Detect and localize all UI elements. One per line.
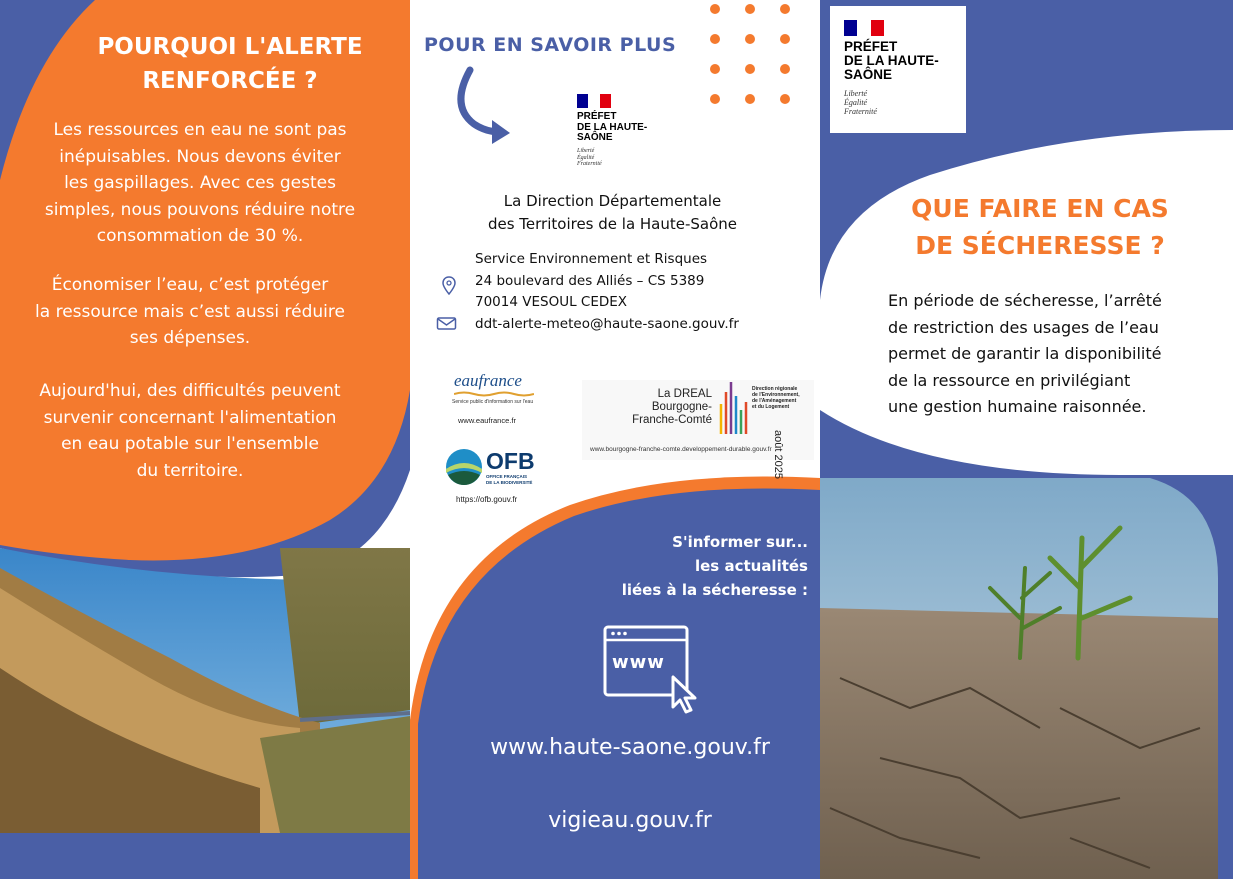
right-p-line: une gestion humaine raisonnée. [888,397,1147,416]
dot [745,4,755,14]
right-p-line: de la ressource en privilégiant [888,370,1131,390]
location-pin-icon [442,276,456,296]
right-p-line: de restriction des usages de l’eau [888,317,1159,337]
dot [710,34,720,44]
motto-line: Fraternité [844,106,877,116]
service-name: Service Environnement et Risques [475,251,708,267]
dot [780,34,790,44]
left-p3-line: Aujourd'hui, des difficultés peuvent [39,381,341,401]
www-label: www [612,652,665,673]
motto-line: Égalité [844,97,868,107]
corn-field-photo [0,548,410,833]
email-link[interactable]: ddt-alerte-meteo@haute-saone.gouv.fr [475,316,739,332]
dot [710,94,720,104]
dreal-desc-line: et du Logement [752,404,790,410]
right-p-line: En période de sécheresse, l’arrêté [888,291,1162,310]
dreal-bars-icon [718,380,750,436]
left-p2-line: la ressource mais c’est aussi réduire [35,301,345,322]
link-vigieau[interactable]: vigieau.gouv.fr [548,808,712,833]
inform-line-2: les actualités [694,557,808,575]
marianne-flag-icon [577,94,611,108]
ofb-globe-icon [444,447,484,487]
inform-text [550,530,808,602]
link-haute-saone[interactable]: www.haute-saone.gouv.fr [490,735,770,760]
marianne-flag-icon [844,20,884,36]
ddt-name-line1: La Direction Départementale [503,192,722,210]
left-p2-line: ses dépenses. [129,328,251,348]
dreal-line: Bourgogne- [651,401,712,413]
ddt-name [460,190,765,236]
ofb-sub-line: DE LA BIODIVERSITÉ [486,479,533,485]
dot [710,4,720,14]
ofb-sub-line: OFFICE FRANÇAIS [486,474,527,479]
right-paragraph [888,288,1218,421]
prefet-logo-middle [570,86,668,176]
dreal-line: La DREAL [657,388,712,400]
prefet-logo-right [830,6,966,133]
address-line-2: 70014 VESOUL CEDEX [475,294,628,310]
left-p1-line: simples, nous pouvons réduire notre [44,199,356,220]
left-p3-line: du territoire. [136,460,244,481]
ofb-logo [440,444,546,510]
left-p1-line: inépuisables. Nous devons éviter [59,146,341,167]
inform-line-1: S'informer sur... [672,533,808,551]
right-panel [820,0,1233,879]
left-p2-line: Économiser l’eau, c’est protéger [51,275,329,295]
ddt-name-line2: des Territoires de la Haute-Saône [487,215,738,233]
dot [710,64,720,74]
prefet-line: SAÔNE [577,132,613,143]
left-p3-line: en eau potable sur l'ensemble [61,434,319,454]
right-heading-line2: DE SÉCHERESSE ? [915,231,1165,260]
left-paragraph-1 [10,117,390,250]
eaufrance-wave-icon [454,391,534,397]
dreal-desc-line: de l'Aménagement [752,398,797,404]
left-heading-line1: POURQUOI L'ALERTE [97,34,363,60]
left-paragraph-3 [10,378,370,484]
prefet-line: PRÉFET [577,111,617,122]
dreal-line: Franche-Comté [632,414,712,426]
motto-line: Liberté [577,148,595,154]
drought-soil-photo [820,478,1218,879]
left-p3-line: survenir concernant l'alimentation [43,407,337,428]
dreal-name [612,388,712,427]
prefet-line: DE LA HAUTE- [577,121,648,133]
right-p-line: permet de garantir la disponibilité [888,344,1162,363]
left-paragraph-2 [10,272,370,352]
email-envelope-icon [436,315,458,331]
right-heading [870,190,1210,264]
ofb-sub [486,474,532,485]
dot [745,34,755,44]
right-heading-line1: QUE FAIRE EN CAS [911,194,1169,223]
motto-line: Fraternité [577,161,602,168]
dot [780,94,790,104]
middle-heading: POUR EN SAVOIR PLUS [424,34,677,56]
dot [780,64,790,74]
edition-date: août 2025 [772,430,784,479]
eaufrance-name: eaufrance [454,371,522,390]
eaufrance-tagline: Service public d'information sur l'eau [452,399,534,405]
dot [745,94,755,104]
eaufrance-logo [446,366,542,432]
inform-line-3: liées à la sécheresse : [621,581,808,599]
left-p1-line: consommation de 30 %. [96,226,304,246]
left-panel [0,0,410,879]
prefet-line: SAÔNE [844,67,893,83]
prefet-line: DE LA HAUTE- [844,53,939,69]
dreal-url[interactable]: www.bourgogne-franche-comte.developpement-durable.gouv.fr [590,446,772,453]
dot [780,4,790,14]
eaufrance-url[interactable]: www.eaufrance.fr [458,416,516,425]
dreal-desc-line: Direction régionale [752,386,798,392]
dreal-description [752,386,800,410]
curved-arrow-icon [448,66,518,144]
motto-line: Égalité [577,154,595,161]
prefet-line: PRÉFET [844,39,898,54]
address-line-1: 24 boulevard des Alliés – CS 5389 [475,273,705,289]
dreal-desc-line: de l'Environnement, [752,392,800,398]
motto-line: Liberté [844,89,868,98]
left-heading [60,30,400,98]
middle-panel [410,0,820,879]
left-heading-line2: RENFORCÉE ? [142,68,318,94]
left-p1-line: les gaspillages. Avec ces gestes [64,173,336,193]
dot [745,64,755,74]
left-p1-line: Les ressources en eau ne sont pas [53,120,347,140]
ofb-name: OFB [486,448,535,474]
ofb-url[interactable]: https://ofb.gouv.fr [456,495,518,504]
